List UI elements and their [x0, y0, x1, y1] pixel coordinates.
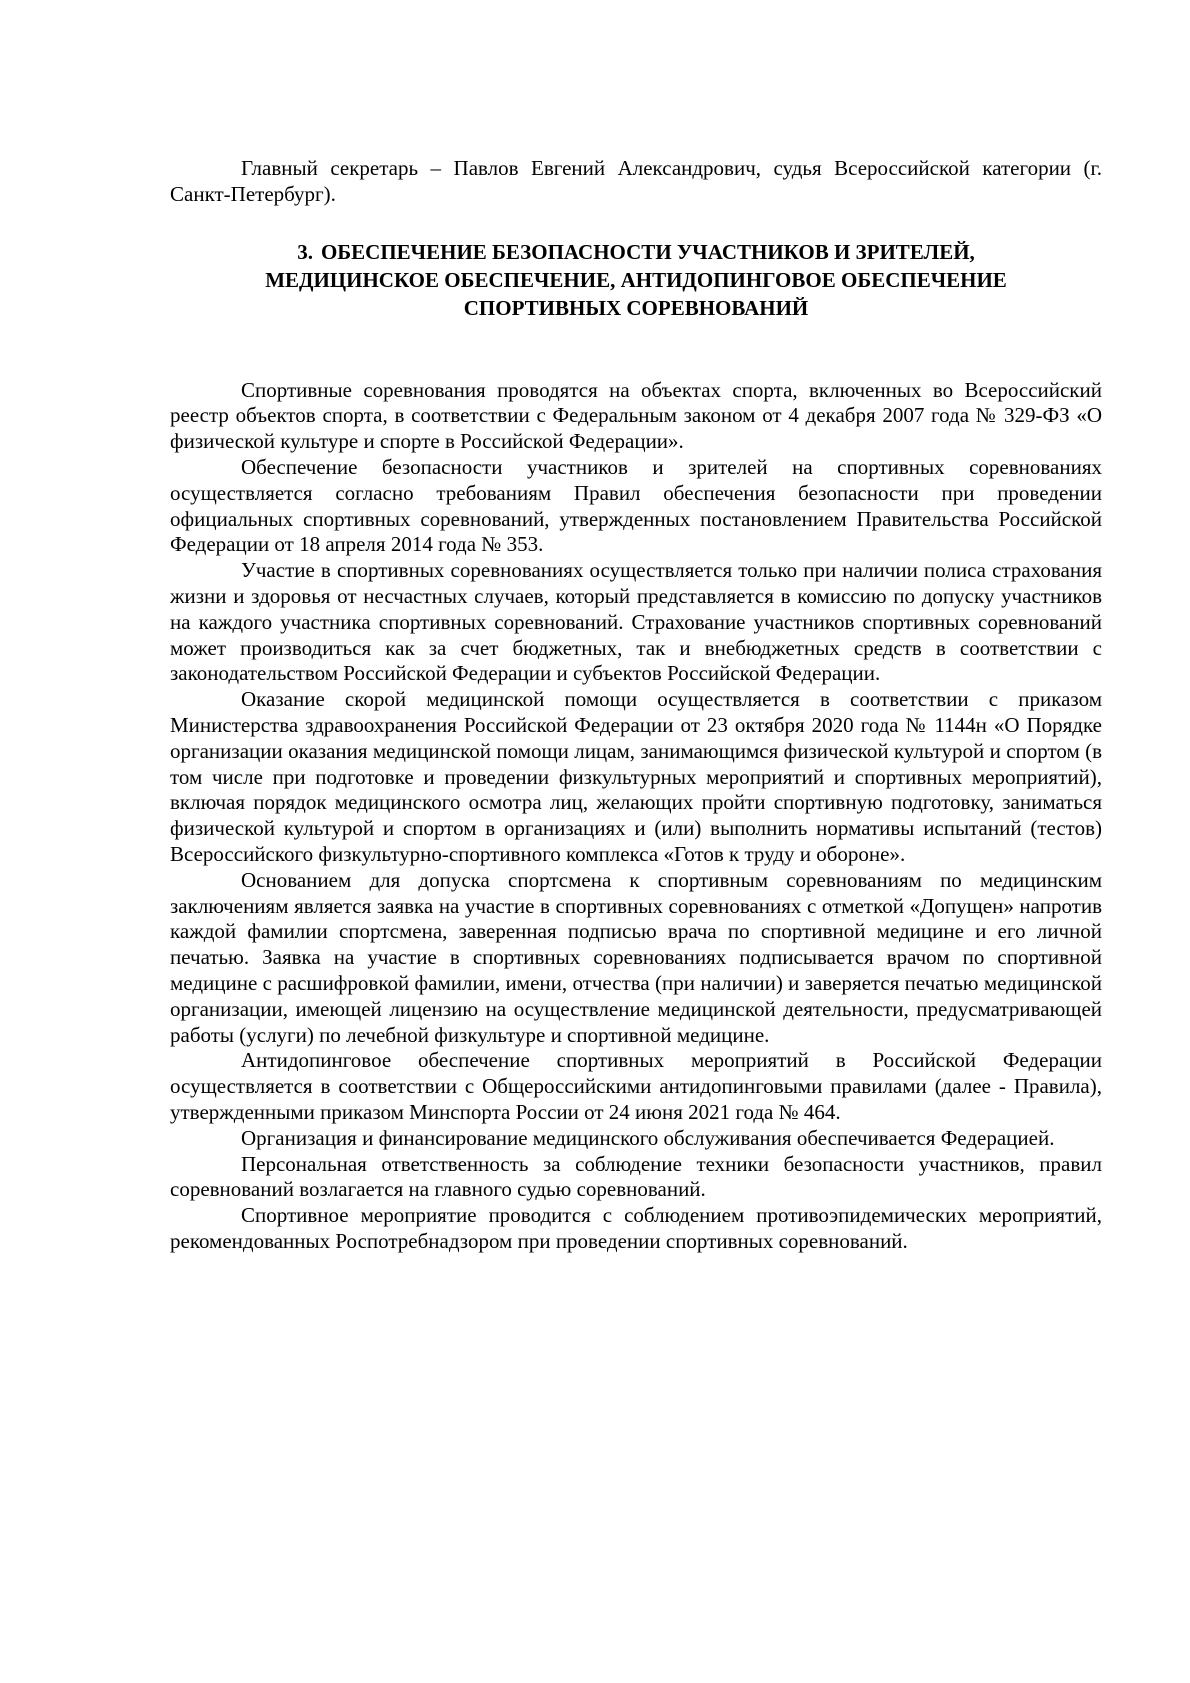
section-number: 3. [297, 239, 313, 264]
paragraph-insurance: Участие в спортивных соревнованиях осуществляется только при наличии полиса страхования жизни и здоровья от несчастных случаев, который представляется в комиссию по допуску участников на каждого участника спортивных соревнований. Страхование участников спортивных соревнований может производиться как за счет бюджетных, так и внебюджетных средств в соответствии с законодательством Российской Федерации и субъектов Российской Федерации. [170, 558, 1102, 686]
paragraph-responsibility: Персональная ответственность за соблюдение техники безопасности участников, правил соревнований возлагается на главного судью соревнований. [170, 1151, 1102, 1202]
intro-paragraph: Главный секретарь – Павлов Евгений Александрович, судья Всероссийской категории (г. Санкт-Петербург). [170, 156, 1102, 206]
paragraph-antidoping: Антидопинговое обеспечение спортивных мероприятий в Российской Федерации осуществляется в соответствии с Общероссийскими антидопинговыми правилами (далее - Правила), утвержденными приказом Минспорта России от 24 июня 2021 года № 464. [170, 1048, 1102, 1124]
paragraph-safety-provision: Обеспечение безопасности участников и зрителей на спортивных соревнованиях осуществляется согласно требованиям Правил обеспечения безопасности при проведении официальных спортивных соревнований, утвержденных постановлением Правительства Российской Федерации от 18 апреля 2014 года № 353. [170, 454, 1102, 557]
paragraph-sports-facilities: Спортивные соревнования проводятся на объектах спорта, включенных во Всероссийский реестр объектов спорта, в соответствии с Федеральным законом от 4 декабря 2007 года № 329-ФЗ «О физической культуре и спорте в Российской Федерации». [170, 377, 1102, 454]
paragraph-medical-funding: Организация и финансирование медицинского обслуживания обеспечивается Федерацией. [241, 1125, 1055, 1150]
section-title-line-1: ОБЕСПЕЧЕНИЕ БЕЗОПАСНОСТИ УЧАСТНИКОВ И ЗРИТЕЛЕЙ, [320, 239, 975, 264]
section-title-line-2: МЕДИЦИНСКОЕ ОБЕСПЕЧЕНИЕ, АНТИДОПИНГОВОЕ ОБЕСПЕЧЕНИЕ [265, 267, 1007, 292]
paragraph-medical-aid: Оказание скорой медицинской помощи осуществляется в соответствии с приказом Министерства здравоохранения Российской Федерации от 23 октября 2020 года № 1144н «О Порядке организации оказания медицинской помощи лицам, занимающимся физической культурой и спортом (в том числе при подготовке и проведении физкультурных мероприятий и спортивных мероприятий), включая порядок медицинского осмотра лиц, желающих пройти спортивную подготовку, заниматься физической культурой и спортом в организациях и (или) выполнить нормативы испытаний (тестов) Всероссийского физкультурно-спортивного комплекса «Готов к труду и обороне». [170, 687, 1102, 866]
paragraph-medical-admission: Основанием для допуска спортсмена к спортивным соревнованиям по медицинским заключениям является заявка на участие в спортивных соревнованиях с отметкой «Допущен» напротив каждой фамилии спортсмена, заверенная подписью врача по спортивной медицине и его личной печатью. Заявка на участие в спортивных соревнованиях подписывается врачом по спортивной медицине с расшифровкой фамилии, имени, отчества (при наличии) и заверяется печатью медицинской организации, имеющей лицензию на осуществление медицинской деятельности, предусматривающей работы (услуги) по лечебной физкультуре и спортивной медицине. [170, 867, 1102, 1047]
paragraph-epidemic-measures: Спортивное мероприятие проводится с соблюдением противоэпидемических мероприятий, рекомендованных Роспотребнадзором при проведении спортивных соревнований. [170, 1203, 1102, 1253]
section-title-line-3: СПОРТИВНЫХ СОРЕВНОВАНИЙ [463, 295, 809, 320]
section-heading [170, 238, 1102, 322]
page-content [170, 156, 1102, 1255]
section-heading-line-1 [170, 238, 1102, 266]
